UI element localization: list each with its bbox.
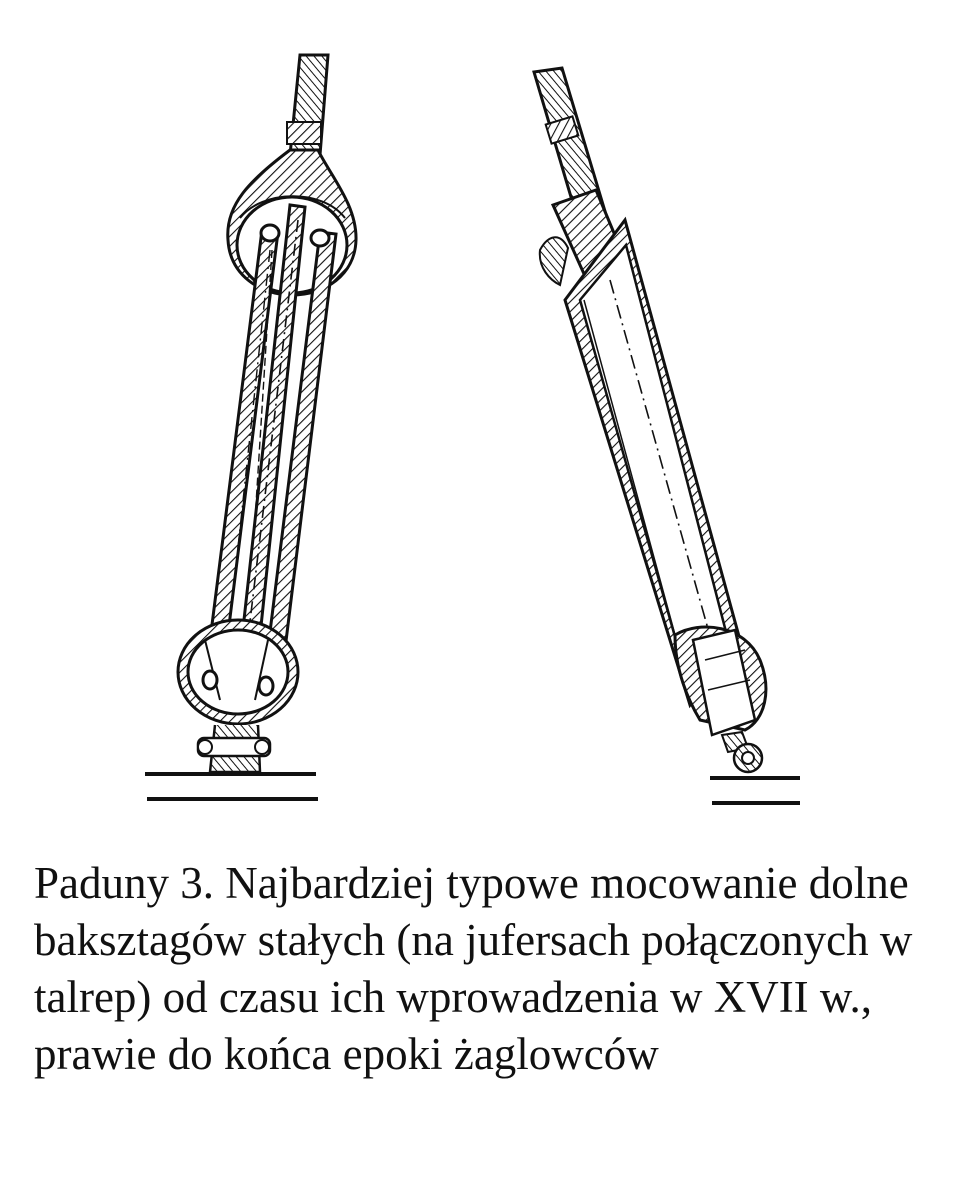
lower-deadeye-icon — [178, 620, 298, 724]
lower-deadeye-icon — [675, 627, 766, 735]
right-view — [534, 68, 800, 803]
figure-caption: Paduny 3. Najbardziej typowe mocowanie dolne baksztagów stałych (na jufersach połączonych w talrep) od czasu ich wprowadzenia w XVII w., prawie do końca epoki żaglowców — [34, 858, 913, 1079]
chainplate-icon — [722, 732, 762, 772]
left-view — [145, 55, 356, 799]
chainplate-icon — [198, 725, 270, 772]
